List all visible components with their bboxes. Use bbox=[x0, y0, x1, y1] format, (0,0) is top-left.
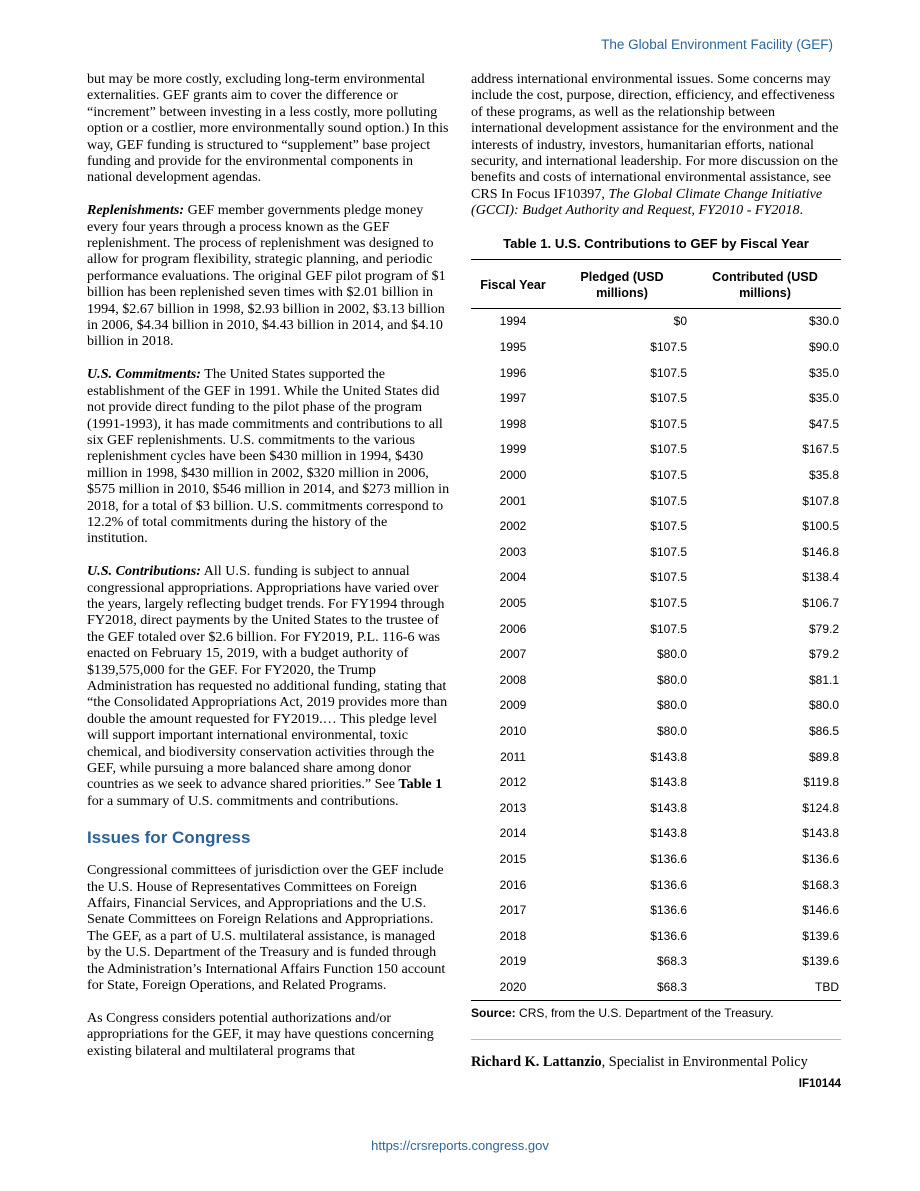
table-row bbox=[471, 897, 841, 923]
cell-fiscal-year: 2020 bbox=[499, 979, 527, 994]
author-line bbox=[471, 1054, 841, 1071]
text-concerns: address international environmental issues. Some concerns may include the cost, purpose, direction, efficiency, and effectiveness of these programs, as well as the relationship between international development assistance for the environment and the interests of industry, investors, humanitarian efforts, national security, and international leadership. For more discussion on the benefits and costs of international environmental assistance, see CRS In Focus IF10397, bbox=[471, 71, 839, 202]
table-title: Table 1. U.S. Contributions to GEF by Fiscal Year bbox=[503, 235, 809, 251]
table-row bbox=[471, 308, 841, 334]
cell-pledged: $107.5 bbox=[650, 621, 687, 636]
cell-fiscal-year: 2009 bbox=[499, 698, 527, 713]
table-row bbox=[471, 616, 841, 642]
cell-contributed: $100.5 bbox=[802, 519, 839, 534]
cell-pledged: $107.5 bbox=[650, 365, 687, 380]
table-row bbox=[471, 949, 841, 975]
cell-fiscal-year: 1996 bbox=[499, 365, 527, 380]
cell-fiscal-year: 2005 bbox=[499, 595, 527, 610]
lead-us-contributions: U.S. Contributions: bbox=[87, 563, 201, 580]
cell-pledged: $107.5 bbox=[650, 340, 687, 355]
cell-fiscal-year: 2010 bbox=[499, 723, 527, 738]
cell-contributed: $138.4 bbox=[802, 570, 839, 585]
table-row bbox=[471, 974, 841, 1000]
cell-contributed: $35.8 bbox=[808, 468, 839, 483]
cell-contributed: $146.6 bbox=[802, 903, 839, 918]
cell-pledged: $107.5 bbox=[650, 493, 687, 508]
text-concerns-end: . bbox=[799, 202, 804, 219]
cell-pledged: $136.6 bbox=[650, 851, 687, 866]
table-row bbox=[471, 488, 841, 514]
table-reference: Table 1 bbox=[398, 776, 443, 793]
cell-contributed: $139.6 bbox=[802, 928, 839, 943]
cell-fiscal-year: 2016 bbox=[499, 877, 527, 892]
paragraph-us-commitments bbox=[87, 366, 450, 546]
cell-pledged: $107.5 bbox=[650, 468, 687, 483]
cell-pledged: $0 bbox=[673, 314, 687, 329]
cell-fiscal-year: 1998 bbox=[499, 416, 527, 431]
cell-contributed: $86.5 bbox=[808, 723, 839, 738]
table-body bbox=[471, 308, 841, 1000]
cell-fiscal-year: 2012 bbox=[499, 775, 527, 790]
cell-fiscal-year: 2004 bbox=[499, 570, 527, 585]
cell-fiscal-year: 2008 bbox=[499, 672, 527, 687]
table-row bbox=[471, 437, 841, 463]
cell-contributed: $106.7 bbox=[802, 595, 839, 610]
text-replenishments: GEF member governments pledge money every four years through a process known as the GEF replenishment. The process of replenishment was designed to allow for program flexibility, strategic planning, and periodic performance evaluations. The original GEF pilot program of $1 billion has been replenished seven times with $2.01 billion in 1994, $2.67 billion in 1998, $2.93 billion in 2002, $3.13 billion in 2006, $4.34 billion in 2010, $4.43 billion in 2014, and $4.10 billion in 2018. bbox=[87, 202, 446, 350]
cell-fiscal-year: 2000 bbox=[499, 468, 527, 483]
table-row bbox=[471, 513, 841, 539]
cell-pledged: $107.5 bbox=[650, 416, 687, 431]
running-header: The Global Environment Facility (GEF) bbox=[601, 37, 833, 52]
paragraph-issues-2: As Congress considers potential authorizations and/or appropriations for the GEF, it may have questions concerning existing bilateral and multilateral programs that bbox=[87, 1009, 434, 1059]
cell-fiscal-year: 2015 bbox=[499, 851, 527, 866]
cell-pledged: $107.5 bbox=[650, 391, 687, 406]
cell-pledged: $143.8 bbox=[650, 749, 687, 764]
cell-fiscal-year: 2002 bbox=[499, 519, 527, 534]
cited-title: The Global Climate Change Initiative (GCCI): Budget Authority and Request, FY2010 - FY2018 bbox=[471, 185, 823, 219]
cell-pledged: $80.0 bbox=[656, 698, 687, 713]
table-row bbox=[471, 667, 841, 693]
table-row bbox=[471, 769, 841, 795]
cell-contributed: $168.3 bbox=[802, 877, 839, 892]
table-row bbox=[471, 693, 841, 719]
table-header-row bbox=[471, 259, 841, 308]
cell-pledged: $136.6 bbox=[650, 903, 687, 918]
cell-contributed: $124.8 bbox=[802, 800, 839, 815]
cell-fiscal-year: 1995 bbox=[499, 340, 527, 355]
paragraph-issues-1: Congressional committees of jurisdiction over the GEF include the U.S. House of Representatives Committees on Foreign Affairs, Financial Services, and Appropriations and the U.S. Senate Committees on Foreign Relations and Appropriations. The GEF, as a part of U.S. multilateral assistance, is managed by the U.S. Department of the Treasury and is funded through the Administration’s International Affairs Function 150 account for State, Foreign Operations, and Related Programs. bbox=[87, 862, 446, 994]
cell-pledged: $80.0 bbox=[656, 647, 687, 662]
author-title: , Specialist in Environmental Policy bbox=[601, 1053, 808, 1070]
cell-fiscal-year: 2017 bbox=[499, 903, 527, 918]
cell-pledged: $80.0 bbox=[656, 672, 687, 687]
cell-pledged: $68.3 bbox=[656, 954, 687, 969]
text-us-commitments: The United States supported the establishment of the GEF in 1991. While the United States did not provide direct funding to the pilot phase of the program (1991-1993), it has made commitments and contributions to all six GEF replenishments. U.S. commitments to the various replenishment cycles have been $430 million in 1994, $430 million in 1998, $430 million in 2002, $320 million in 2006, $575 million in 2010, $546 million in 2014, and $273 million in 2018, for a total of $3 billion. U.S. commitments correspond to 12.2% of total commitments during the history of the institution. bbox=[87, 366, 450, 547]
table-row bbox=[471, 590, 841, 616]
cell-pledged: $68.3 bbox=[656, 979, 687, 994]
table-row bbox=[471, 795, 841, 821]
cell-contributed: $79.2 bbox=[808, 621, 839, 636]
cell-fiscal-year: 2006 bbox=[499, 621, 527, 636]
cell-contributed: $119.8 bbox=[803, 775, 839, 790]
table-source bbox=[471, 1006, 841, 1020]
table-row bbox=[471, 411, 841, 437]
cell-contributed: $89.8 bbox=[808, 749, 839, 764]
table-row bbox=[471, 846, 841, 872]
cell-contributed: $35.0 bbox=[808, 391, 839, 406]
paragraph-replenishments bbox=[87, 202, 450, 350]
cell-pledged: $143.8 bbox=[650, 800, 687, 815]
divider bbox=[471, 1039, 841, 1040]
table-row bbox=[471, 641, 841, 667]
table-row bbox=[471, 872, 841, 898]
cell-fiscal-year: 2003 bbox=[499, 544, 527, 559]
cell-contributed: $167.5 bbox=[802, 442, 839, 457]
cell-contributed: $107.8 bbox=[802, 493, 839, 508]
table-row bbox=[471, 462, 841, 488]
cell-pledged: $143.8 bbox=[650, 775, 687, 790]
section-heading-issues: Issues for Congress bbox=[87, 828, 251, 848]
cell-fiscal-year: 2019 bbox=[499, 954, 527, 969]
cell-pledged: $80.0 bbox=[656, 723, 687, 738]
cell-pledged: $107.5 bbox=[650, 544, 687, 559]
cell-fiscal-year: 1994 bbox=[499, 314, 527, 329]
left-column bbox=[87, 71, 450, 1059]
lead-us-commitments: U.S. Commitments: bbox=[87, 366, 201, 383]
column-header-pledged: Pledged (USD millions) bbox=[555, 259, 689, 308]
cell-fiscal-year: 2013 bbox=[499, 800, 527, 815]
cell-contributed: $143.8 bbox=[802, 826, 839, 841]
paragraph-concerns bbox=[471, 71, 841, 219]
text-us-contributions-a: All U.S. funding is subject to annual congressional appropriations. Appropriations have varied over the years, largely reflecting budget trends. For FY1994 through FY2018, direct payments by the United States to the trustee of the GEF totaled over $2.6 billion. For FY2019, P.L. 116-6 was enacted on February 15, 2019, with a budget authority of $139,575,000 for the GEF. For FY2020, the Trump Administration has requested no additional funding, stating that “the Consolidated Appropriations Act, 2019 provides more than double the amount requested for FY2019.… This pledge level will support important international environmental, toxic chemical, and biodiversity conservation activities through the GEF, while pursuing a more balanced share among donor countries as we seek to advance shared priorities.” See bbox=[87, 563, 448, 793]
table-row bbox=[471, 718, 841, 744]
cell-contributed: $47.5 bbox=[808, 416, 839, 431]
cell-fiscal-year: 2011 bbox=[500, 749, 526, 764]
author-name: Richard K. Lattanzio bbox=[471, 1053, 602, 1070]
cell-contributed: $80.0 bbox=[808, 698, 839, 713]
column-header-contributed: Contributed (USD millions) bbox=[689, 259, 841, 308]
cell-pledged: $136.6 bbox=[650, 877, 687, 892]
table-row bbox=[471, 923, 841, 949]
source-text: CRS, from the U.S. Department of the Treasury. bbox=[515, 1005, 774, 1020]
contributions-table bbox=[471, 259, 841, 1001]
cell-contributed: $81.1 bbox=[808, 672, 839, 687]
cell-contributed: $146.8 bbox=[802, 544, 839, 559]
cell-pledged: $143.8 bbox=[650, 826, 687, 841]
table-row bbox=[471, 334, 841, 360]
cell-contributed: $139.6 bbox=[802, 954, 839, 969]
cell-contributed: $136.6 bbox=[802, 851, 839, 866]
cell-pledged: $107.5 bbox=[650, 519, 687, 534]
footer-url[interactable]: https://crsreports.congress.gov bbox=[371, 1138, 549, 1153]
cell-pledged: $136.6 bbox=[650, 928, 687, 943]
cell-contributed: $35.0 bbox=[808, 365, 839, 380]
source-label: Source: bbox=[471, 1005, 516, 1020]
table-row bbox=[471, 744, 841, 770]
cell-contributed: TBD bbox=[815, 979, 839, 994]
paragraph-us-contributions bbox=[87, 563, 450, 809]
table-row bbox=[471, 565, 841, 591]
cell-contributed: $90.0 bbox=[808, 340, 839, 355]
lead-replenishments: Replenishments: bbox=[87, 202, 185, 219]
cell-pledged: $107.5 bbox=[650, 595, 687, 610]
cell-fiscal-year: 2018 bbox=[499, 928, 527, 943]
cell-pledged: $107.5 bbox=[650, 442, 687, 457]
cell-fiscal-year: 2014 bbox=[499, 826, 527, 841]
cell-fiscal-year: 2001 bbox=[499, 493, 527, 508]
table-row bbox=[471, 821, 841, 847]
cell-fiscal-year: 1997 bbox=[499, 391, 527, 406]
cell-fiscal-year: 1999 bbox=[499, 442, 527, 457]
document-id: IF10144 bbox=[798, 1077, 841, 1090]
text-us-contributions-b: for a summary of U.S. commitments and contributions. bbox=[87, 792, 399, 809]
table-row bbox=[471, 360, 841, 386]
column-header-fiscal-year: Fiscal Year bbox=[471, 259, 555, 308]
table-row bbox=[471, 539, 841, 565]
cell-contributed: $30.0 bbox=[808, 314, 839, 329]
cell-pledged: $107.5 bbox=[650, 570, 687, 585]
table-row bbox=[471, 385, 841, 411]
cell-fiscal-year: 2007 bbox=[499, 647, 527, 662]
cell-contributed: $79.2 bbox=[808, 647, 839, 662]
paragraph-intro: but may be more costly, excluding long-term environmental externalities. GEF grants aim to cover the difference or “increment” between investing in a less costly, more polluting option or a costlier, more environmentally sound option.) In this way, GEF funding is structured to “supplement” base project funding and provide for the environmental components in national development agendas. bbox=[87, 71, 449, 186]
right-column bbox=[471, 71, 841, 1090]
